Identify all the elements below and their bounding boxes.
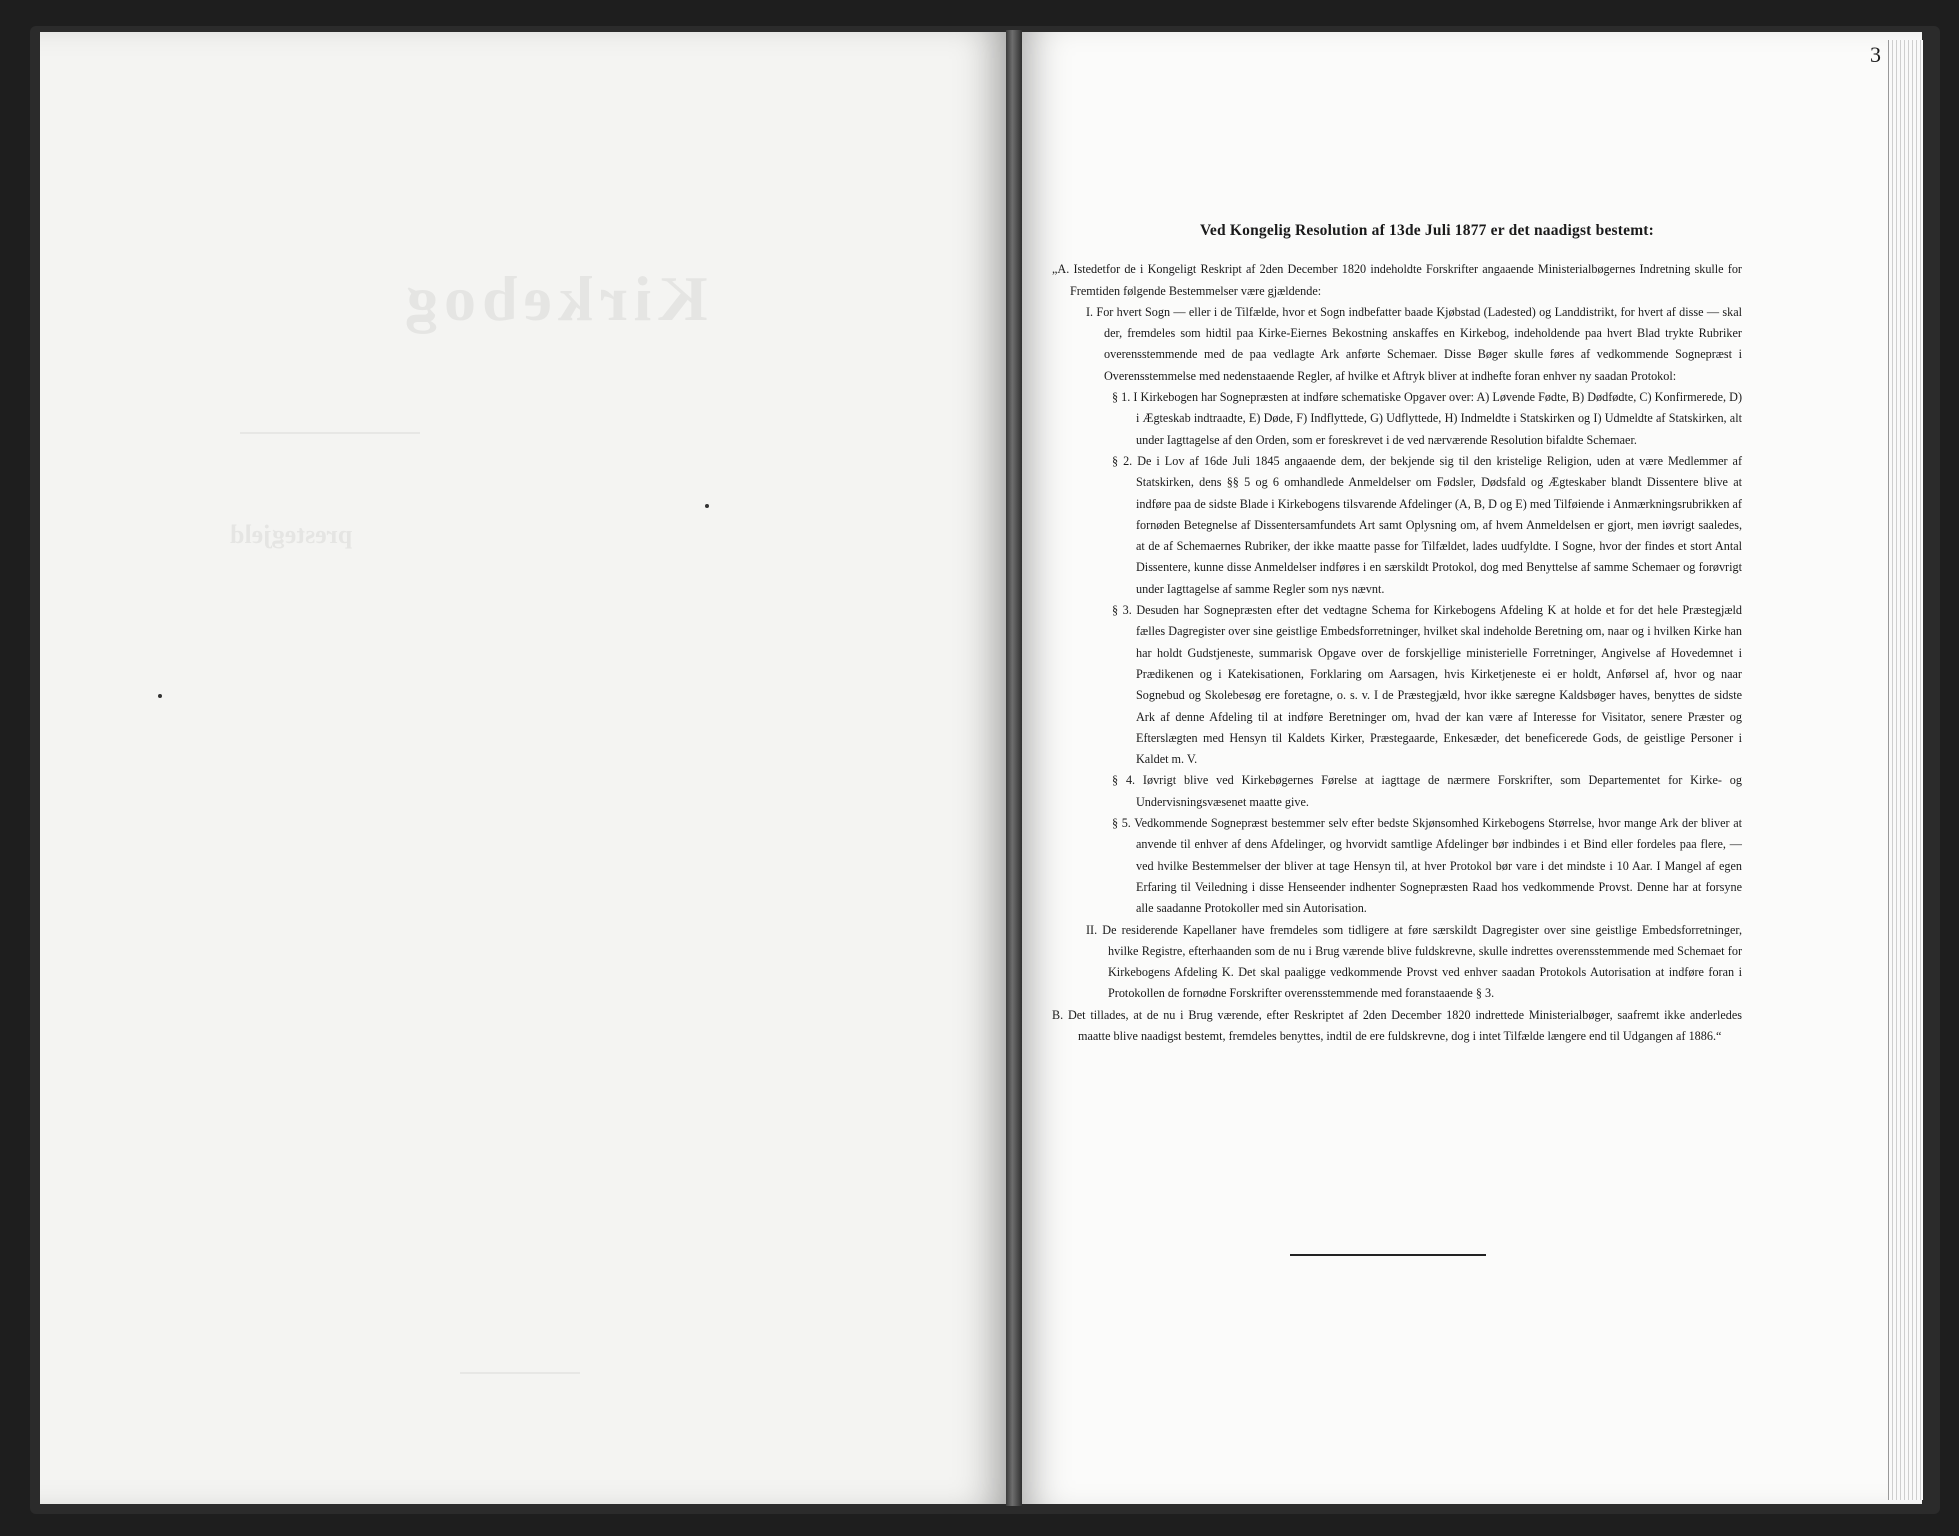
resolution-text <box>1052 220 1742 1047</box>
paragraph-i: I. For hvert Sogn — eller i de Tilfælde, hvor et Sogn indbefatter baade Kjøbstad (Ladested) og Landdistrikt, for hvert af disse — skal der, fremdeles som hidtil paa Kirke-Eiernes Bekostning anskaffes en Kirkebog, indeholdende paa hvert Blad trykte Rubriker overensstemmende med de paa vedlagte Ark anførte Schemaer. Disse Bøger skulle føres af vedkommende Sognepræst i Overensstemmelse med nedenstaaende Regler, af hvilke et Aftryk bliver at indhefte foran enhver ny saadan Protokol: <box>1086 304 1742 383</box>
page-number: 3 <box>1870 42 1881 67</box>
page-speck <box>705 504 709 508</box>
resolution-heading: Ved Kongelig Resolution af 13de Juli 1877 er det naadigst bestemt: <box>1199 222 1655 239</box>
section-3: § 3. Desuden har Sognepræsten efter det vedtagne Schema for Kirkebogens Afdeling K at holde et for det hele Præstegjæld fælles Dagregister over sine geistlige Embedsforretninger, hvilket skal indeholde Beretning om, naar og i hvilken Kirke han har holdt Gudstjeneste, summarisk Opgave over de forskjellige ministerielle Forretninger, Angivelse af Hovedemnet i Prædikenen og i Katekisationen, Forklaring om Aarsagen, hvis Kirketjeneste ei er holdt, Anførsel af, hvor og naar Sognebud og Skolebesøg ere foretagne, o. s. v. I de Præstegjæld, hvor ikke særegne Kaldsbøger haves, benyttes de sidste Ark af denne Afdeling til at indføre Beretninger om, hvad der kan være af Interesse for Visitator, senere Præster og Efterslægten med Hensyn til Kaldets Kirker, Præstegaarde, Enkesæder, det beneficerede Gods, de geistlige Personer i Kaldet m. V. <box>1112 603 1742 767</box>
paragraph-b: B. Det tillades, at de nu i Brug værende, efter Reskriptet af 2den December 1820 indrettede Ministerialbøger, saafremt ikke anderledes maatte blive naadigst bestemt, fremdeles benyttes, indtil de ere fuldskrevne, dog i intet Tilfælde længere end til Udgangen af 1886.“ <box>1052 1007 1742 1043</box>
page-speck <box>158 694 162 698</box>
bleed-through-rule <box>240 432 420 434</box>
paragraph-ii: II. De residerende Kapellaner have fremdeles som tidligere at føre særskildt Dagregister over sine geistlige Embedsforretninger, hvilke Registre, efterhaanden som de nu i Brug værende blive fuldskrevne, skulle indrettes overensstemmende med Schemaet for Kirkebogens Afdeling K. Det skal paaligge vedkommende Provst ved enhver saadan Protokols Autorisation at indføre foran i Protokollen de fornødne Forskrifter overensstemmende med foranstaaende § 3. <box>1086 922 1742 1001</box>
bleed-through-title: Kirkebog <box>400 263 708 334</box>
section-1: § 1. I Kirkebogen har Sognepræsten at indføre schematiske Opgaver over: A) Løvende Fødte, B) Dødfødte, C) Konfirmerede, D) i Ægteskab indtraadte, E) Døde, F) Indflyttede, G) Udflyttede, H) Indmeldte i Statskirken og I) Udmeldte af Statskirken, alt under Iagttagelse af den Orden, som er foreskrevet i de ved nærværende Resolution bifaldte Schemaer. <box>1112 390 1742 447</box>
section-4: § 4. Iøvrigt blive ved Kirkebøgernes Førelse at iagttage de nærmere Forskrifter, som Departementet for Kirke- og Undervisningsvæsenet maatte give. <box>1112 773 1742 809</box>
section-5: § 5. Vedkommende Sognepræst bestemmer selv efter bedste Skjønsomhed Kirkebogens Størrelse, hvor mange Ark der bliver at anvende til enhver af dens Afdelinger, og hvorvidt samtlige Afdelinger bør indbindes i et Bind eller fordeles paa flere, — ved hvilke Bestemmelser der bliver at tage Hensyn til, at hver Protokol bør vare i det mindste i 10 Aar. I Mangel af egen Erfaring til Veiledning i disse Henseender indhenter Sognepræsten Raad hos vedkommende Provst. Denne har at forsyne alle saadanne Protokoller med sin Autorisation. <box>1112 816 1742 916</box>
bleed-through-subtitle: prestegjeld <box>230 520 353 549</box>
page-edges <box>1888 40 1923 1500</box>
book-gutter <box>1006 30 1022 1506</box>
section-2: § 2. De i Lov af 16de Juli 1845 angaaende dem, der bekjende sig til den kristelige Religion, uden at være Medlemmer af Statskirken, dens §§ 5 og 6 omhandlede Anmeldelser om Fødsler, Dødsfald og Ægteskaber blandt Dissentere blive at indføre paa de sidste Blade i Kirkebogens tilsvarende Afdelinger (A, B, D og E) med Tilføiende i Anmærkningsrubrikken af fornøden Betegnelse af Dissentersamfundets Art samt Oplysning om, af hvem Anmeldelsen er gjort, men iøvrigt saaledes, at de af Schemaernes Rubriker, der ikke maatte passe for Tilfældet, lades uudfyldte. I Sogne, hvor der findes et stort Antal Dissentere, kunne disse Anmeldelser indføres i en særskildt Protokol, dog med Benyttelse af samme Schemaer og forøvrigt under Iagttagelse af samme Regler som nys nævnt. <box>1112 453 1742 596</box>
bleed-through-rule <box>460 1372 580 1374</box>
left-page-blank <box>40 32 1006 1504</box>
closing-rule <box>1290 1254 1486 1256</box>
paragraph-a: „A. Istedetfor de i Kongeligt Reskript af 2den December 1820 indeholdte Forskrifter angaaende Ministerialbøgernes Indretning skulle for Fremtiden følgende Bestemmelser være gjældende: <box>1052 262 1742 298</box>
